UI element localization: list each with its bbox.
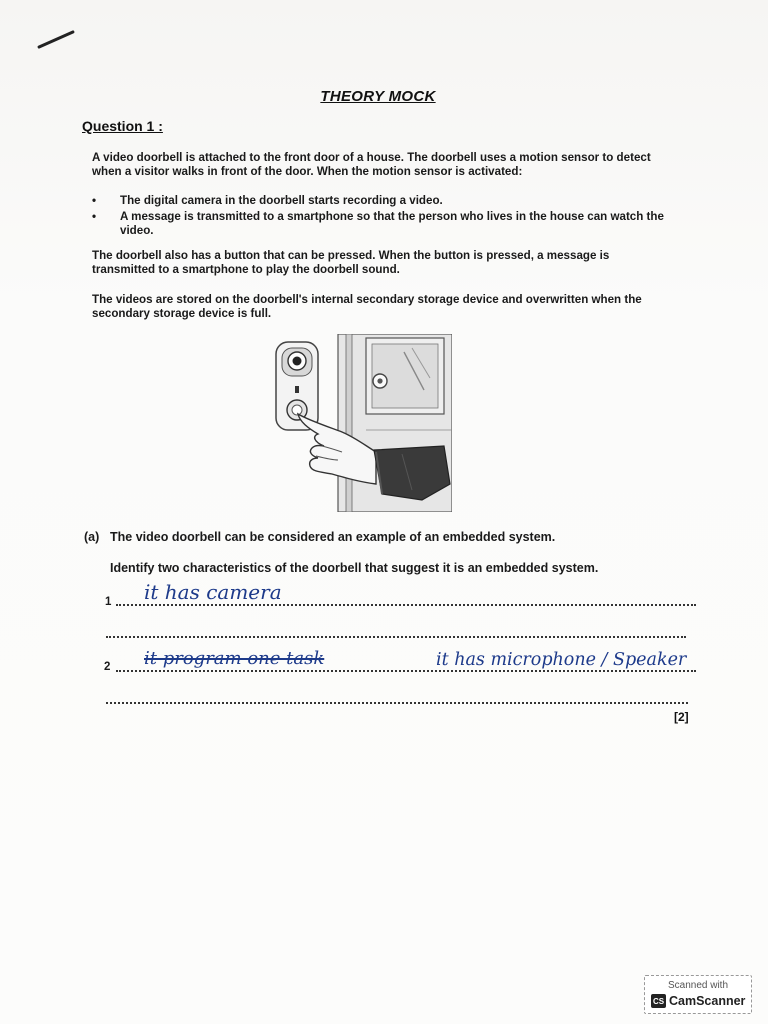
scanner-caption: Scanned with: [667, 980, 729, 991]
part-a-instruction: Identify two characteristics of the doorbell that suggest it is an embedded system.: [110, 561, 599, 575]
answer-line[interactable]: [116, 670, 696, 672]
part-a-label: (a): [84, 530, 100, 544]
answer-line[interactable]: [116, 604, 696, 606]
answer-number: 2: [104, 661, 111, 673]
page-title: THEORY MOCK: [320, 88, 436, 105]
pen-stroke-mark: [37, 30, 75, 49]
part-a-stem: [84, 530, 555, 544]
bullet-icon: •: [92, 210, 97, 223]
camscanner-logo-icon: CS: [651, 994, 666, 1008]
part-a-text: The video doorbell can be considered an example of an embedded system.: [110, 530, 556, 544]
answer-line[interactable]: [106, 702, 688, 704]
answer-line[interactable]: [106, 636, 686, 638]
scanner-name: CamScanner: [669, 994, 746, 1008]
answer-number: 1: [105, 596, 112, 608]
struck-handwriting: it program one task: [144, 648, 325, 669]
list-item: [92, 210, 672, 238]
button-paragraph: The doorbell also has a button that can be pressed. When the button is pressed, a message is transmitted to a smartphone to play the doorbell sound.: [92, 249, 610, 276]
list-item: [92, 194, 672, 208]
question-heading: Question 1 :: [82, 118, 163, 134]
handwritten-answer: it has camera: [144, 580, 282, 604]
doorbell-illustration: [272, 334, 452, 512]
storage-paragraph: The videos are stored on the doorbell's internal secondary storage device and overwritten when the secondary storage device is full.: [92, 293, 642, 320]
scanner-watermark: [644, 975, 752, 1014]
handwritten-answer: it has microphone / Speaker: [436, 650, 687, 670]
marks-label: [2]: [674, 710, 689, 724]
scanner-brand: [651, 994, 745, 1008]
bullet-icon: •: [92, 194, 97, 207]
bullet-text: A message is transmitted to a smartphone so that the person who lives in the house can watch the video.: [120, 210, 664, 237]
bullet-list: [92, 194, 672, 240]
intro-paragraph: A video doorbell is attached to the front door of a house. The doorbell uses a motion sensor to detect when a visitor walks in front of the door. When the motion sensor is activated:: [92, 151, 651, 178]
bullet-text: The digital camera in the doorbell starts recording a video.: [120, 194, 443, 207]
